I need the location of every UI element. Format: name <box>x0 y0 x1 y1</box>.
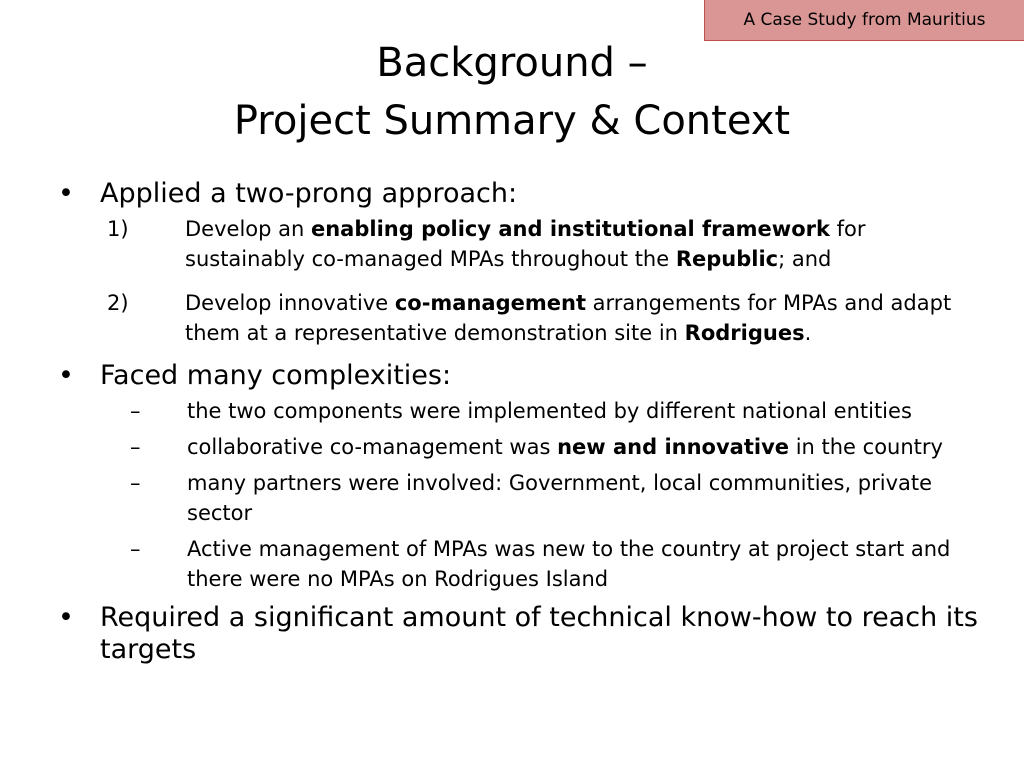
dash-icon: – <box>130 471 141 495</box>
dash-icon: – <box>130 435 141 459</box>
item-text: Develop innovative co-management arrangements for MPAs and adapt them at a representative demonstration site in Rodrigues. <box>185 291 952 345</box>
bullet-text: Required a significant amount of technical know-how to reach its targets <box>100 602 978 665</box>
dash-item-2 <box>100 432 988 462</box>
item-number: 2) <box>107 291 129 315</box>
item-text: Develop an enabling policy and institutional framework for sustainably co-managed MPAs throughout the Republic; and <box>185 217 866 271</box>
case-study-tag: A Case Study from Mauritius <box>704 0 1024 41</box>
slide-body <box>58 178 988 666</box>
bullet-icon: • <box>58 360 74 391</box>
title-line-2: Project Summary & Context <box>233 98 791 144</box>
title-line-1: Background – <box>376 40 648 86</box>
bullet-text: Applied a two-prong approach: <box>100 178 518 209</box>
dash-item-1 <box>100 396 988 426</box>
item-text: many partners were involved: Government, local communities, private sector <box>187 471 933 525</box>
bullet-icon: • <box>58 602 74 633</box>
bullet-technical <box>58 602 988 666</box>
numbered-item-1 <box>100 214 988 274</box>
item-text: collaborative co-management was new and innovative in the country <box>187 435 943 459</box>
bullet-text: Faced many complexities: <box>100 360 452 391</box>
dash-icon: – <box>130 399 141 423</box>
item-text: Active management of MPAs was new to the country at project start and there were no MPAs on Rodrigues Island <box>187 537 951 591</box>
bullet-approach <box>58 178 988 210</box>
dash-item-3 <box>100 468 988 528</box>
item-number: 1) <box>107 217 129 241</box>
item-text: the two components were implemented by different national entities <box>187 399 912 423</box>
bullet-complexities <box>58 360 988 392</box>
slide-title <box>0 34 1024 150</box>
bullet-icon: • <box>58 178 74 209</box>
dash-item-4 <box>100 534 988 594</box>
numbered-item-2 <box>100 288 988 348</box>
dash-icon: – <box>130 537 141 561</box>
